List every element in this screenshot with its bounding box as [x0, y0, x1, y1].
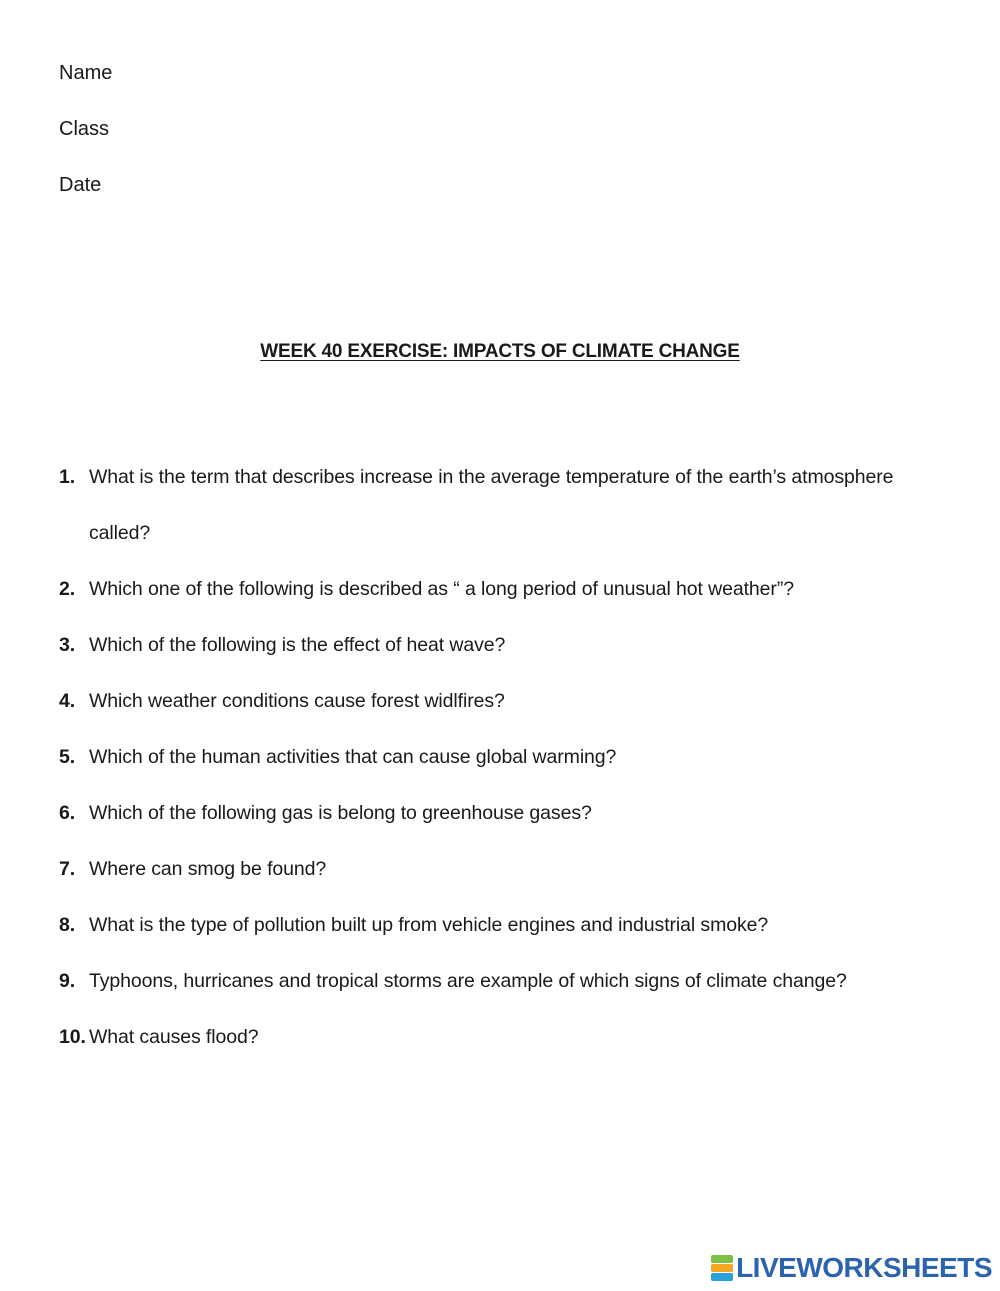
logo-block	[711, 1264, 733, 1272]
question-text: Where can smog be found?	[89, 858, 327, 880]
question-text: Which one of the following is described as “ a long period of unusual hot weather”?	[89, 578, 794, 600]
question-text: What causes flood?	[89, 1026, 259, 1048]
question-text: What is the type of pollution built up from vehicle engines and industrial smoke?	[89, 914, 769, 936]
question-item	[59, 785, 959, 841]
question-number: 6.	[59, 802, 76, 824]
question-item	[59, 841, 959, 897]
logo-block	[711, 1255, 733, 1263]
logo-block	[711, 1273, 733, 1281]
liveworksheets-logo-icon	[711, 1255, 733, 1281]
question-item	[59, 729, 959, 785]
liveworksheets-logo-text: LIVEWORKSHEETS	[736, 1252, 992, 1283]
question-text: Typhoons, hurricanes and tropical storms are example of which signs of climate change?	[89, 970, 847, 992]
question-number: 7.	[59, 858, 76, 880]
question-text: Which of the human activities that can cause global warming?	[89, 746, 617, 768]
question-text: What is the term that describes increase in the average temperature of the earth’s atmosphere called?	[89, 466, 894, 544]
question-number: 4.	[59, 690, 76, 712]
question-item	[59, 953, 959, 1009]
question-item	[59, 449, 959, 561]
question-item	[59, 897, 959, 953]
question-number: 1.	[59, 466, 76, 488]
question-item	[59, 1009, 959, 1065]
name-label: Name	[59, 62, 113, 84]
question-number: 3.	[59, 634, 76, 656]
liveworksheets-logo[interactable]	[711, 1251, 992, 1285]
question-number: 9.	[59, 970, 76, 992]
question-item	[59, 617, 959, 673]
question-item	[59, 673, 959, 729]
question-number: 5.	[59, 746, 76, 768]
question-text: Which of the following is the effect of heat wave?	[89, 634, 506, 656]
date-label: Date	[59, 174, 102, 196]
question-item	[59, 561, 959, 617]
question-text: Which weather conditions cause forest widlfires?	[89, 690, 505, 712]
question-list	[59, 449, 959, 1065]
question-text: Which of the following gas is belong to greenhouse gases?	[89, 802, 592, 824]
question-number: 8.	[59, 914, 76, 936]
question-number: 2.	[59, 578, 76, 600]
worksheet-title: WEEK 40 EXERCISE: IMPACTS OF CLIMATE CHANGE	[260, 341, 740, 362]
question-number: 10.	[59, 1026, 86, 1048]
class-label: Class	[59, 118, 110, 140]
